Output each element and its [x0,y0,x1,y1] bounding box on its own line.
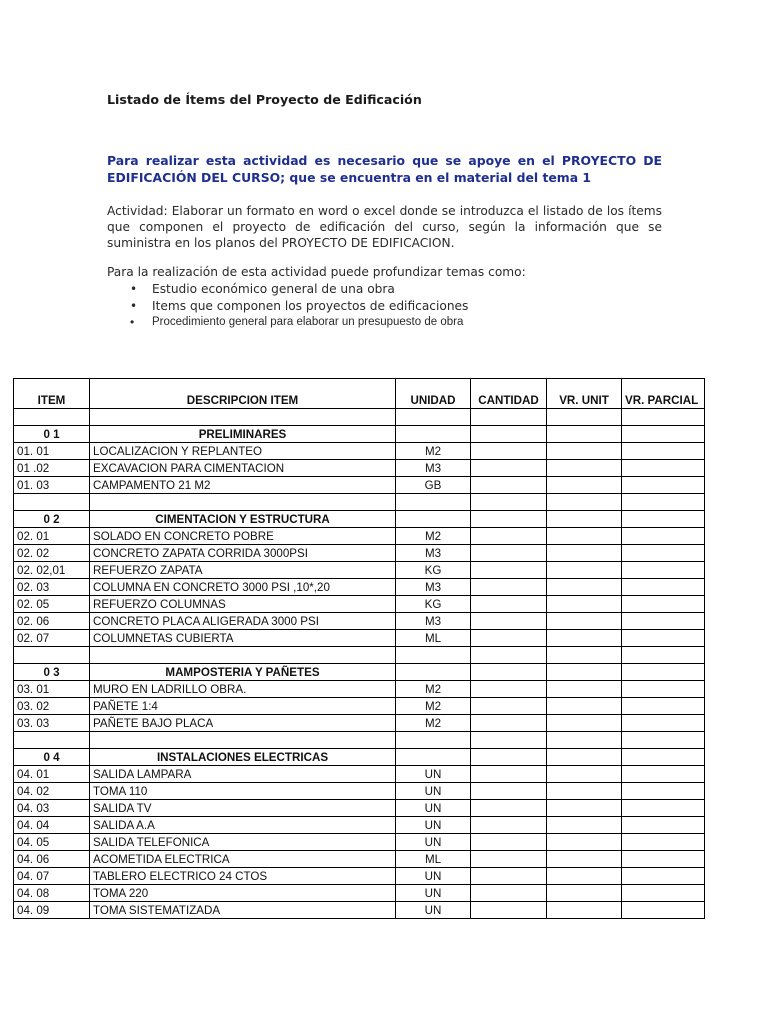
unit-value-cell [547,681,622,698]
table-row [14,562,705,579]
partial-value-cell [622,766,705,783]
item-unit: UN [396,902,471,919]
table-row [14,715,705,732]
item-unit: UN [396,783,471,800]
item-unit: M3 [396,460,471,477]
table-row [14,800,705,817]
table-row [14,851,705,868]
quantity-cell [471,834,547,851]
item-unit: GB [396,477,471,494]
item-code: 02. 01 [14,528,90,545]
quantity-cell [471,800,547,817]
section-code: 0 1 [14,426,90,443]
activity-paragraph: Actividad: Elaborar un formato en word o excel donde se introduzca el listado de los ítems que componen el proyecto de edificación del curso, según la información que se suministra en los planos del PROYECTO DE EDIFICACION. [107,204,662,250]
unit-value-cell [547,664,622,681]
item-description: CONCRETO PLACA ALIGERADA 3000 PSI [90,613,396,630]
item-unit: M3 [396,579,471,596]
description-cell [90,409,396,426]
unit-value-cell [547,426,622,443]
item-description: LOCALIZACION Y REPLANTEO [90,443,396,460]
header-description: DESCRIPCION ITEM [90,379,396,409]
quantity-cell [471,698,547,715]
header-unit-value: VR. UNIT [547,379,622,409]
quantity-cell [471,732,547,749]
partial-value-cell [622,528,705,545]
quantity-cell [471,613,547,630]
partial-value-cell [622,681,705,698]
partial-value-cell [622,545,705,562]
quantity-cell [471,817,547,834]
table-row [14,902,705,919]
item-unit: ML [396,851,471,868]
header-partial-value: VR. PARCIAL [622,379,705,409]
item-description: EXCAVACION PARA CIMENTACION [90,460,396,477]
unit-cell [396,749,471,766]
description-cell [90,494,396,511]
unit-value-cell [547,885,622,902]
quantity-cell [471,477,547,494]
quantity-cell [471,868,547,885]
table-row [14,630,705,647]
unit-value-cell [547,766,622,783]
partial-value-cell [622,630,705,647]
quantity-cell [471,528,547,545]
quantity-cell [471,494,547,511]
partial-value-cell [622,698,705,715]
quantity-cell [471,409,547,426]
partial-value-cell [622,409,705,426]
unit-value-cell [547,562,622,579]
section-code: 0 2 [14,511,90,528]
section-code: 0 4 [14,749,90,766]
quantity-cell [471,715,547,732]
quantity-cell [471,647,547,664]
partial-value-cell [622,511,705,528]
section-title: INSTALACIONES ELECTRICAS [90,749,396,766]
items-table [13,378,705,919]
unit-value-cell [547,545,622,562]
unit-value-cell [547,834,622,851]
unit-value-cell [547,902,622,919]
item-description: COLUMNA EN CONCRETO 3000 PSI ,10*,20 [90,579,396,596]
table-row [14,681,705,698]
section-row [14,664,705,681]
partial-value-cell [622,783,705,800]
quantity-cell [471,630,547,647]
item-description: SALIDA A.A [90,817,396,834]
unit-cell [396,647,471,664]
item-code: 02. 02,01 [14,562,90,579]
partial-value-cell [622,800,705,817]
partial-value-cell [622,494,705,511]
unit-value-cell [547,443,622,460]
table-row [14,460,705,477]
item-unit: KG [396,596,471,613]
item-description: MURO EN LADRILLO OBRA. [90,681,396,698]
item-description: SALIDA TV [90,800,396,817]
quantity-cell [471,511,547,528]
section-row [14,511,705,528]
quantity-cell [471,749,547,766]
partial-value-cell [622,902,705,919]
item-unit: M2 [396,698,471,715]
unit-value-cell [547,511,622,528]
item-unit: UN [396,766,471,783]
item-cell [14,732,90,749]
quantity-cell [471,579,547,596]
item-unit: KG [396,562,471,579]
item-code: 04. 03 [14,800,90,817]
table-row [14,596,705,613]
item-unit: UN [396,817,471,834]
section-title: MAMPOSTERIA Y PAÑETES [90,664,396,681]
partial-value-cell [622,613,705,630]
unit-value-cell [547,528,622,545]
quantity-cell [471,545,547,562]
unit-value-cell [547,494,622,511]
topics-list [130,281,468,331]
item-cell [14,409,90,426]
unit-value-cell [547,647,622,664]
unit-value-cell [547,613,622,630]
item-description: CONCRETO ZAPATA CORRIDA 3000PSI [90,545,396,562]
unit-value-cell [547,800,622,817]
item-unit: UN [396,834,471,851]
bullet-icon: • [130,315,135,329]
item-description: COLUMNETAS CUBIERTA [90,630,396,647]
item-code: 04. 05 [14,834,90,851]
item-code: 01. 03 [14,477,90,494]
unit-value-cell [547,749,622,766]
item-unit: UN [396,800,471,817]
item-code: 03. 03 [14,715,90,732]
unit-cell [396,664,471,681]
unit-value-cell [547,783,622,800]
item-description: SALIDA LAMPARA [90,766,396,783]
topic-item: • Items que componen los proyectos de edificaciones [130,298,469,313]
page-title: Listado de Ítems del Proyecto de Edificación [107,92,422,107]
item-description: REFUERZO COLUMNAS [90,596,396,613]
partial-value-cell [622,851,705,868]
table-row [14,885,705,902]
table-row [14,579,705,596]
unit-value-cell [547,460,622,477]
unit-value-cell [547,630,622,647]
partial-value-cell [622,868,705,885]
partial-value-cell [622,477,705,494]
table-row [14,698,705,715]
item-description: REFUERZO ZAPATA [90,562,396,579]
partial-value-cell [622,460,705,477]
item-code: 04. 09 [14,902,90,919]
item-cell [14,494,90,511]
quantity-cell [471,664,547,681]
quantity-cell [471,783,547,800]
item-unit: M2 [396,681,471,698]
table-row [14,834,705,851]
unit-cell [396,494,471,511]
quantity-cell [471,681,547,698]
quantity-cell [471,426,547,443]
header-unit: UNIDAD [396,379,471,409]
quantity-cell [471,885,547,902]
quantity-cell [471,766,547,783]
bullet-icon: • [130,282,138,296]
topic-item: • Estudio económico general de una obra [130,282,395,296]
section-code: 0 3 [14,664,90,681]
item-description: TABLERO ELECTRICO 24 CTOS [90,868,396,885]
quantity-cell [471,443,547,460]
item-description: ACOMETIDA ELECTRICA [90,851,396,868]
unit-value-cell [547,409,622,426]
partial-value-cell [622,664,705,681]
unit-value-cell [547,579,622,596]
header-quantity: CANTIDAD [471,379,547,409]
unit-value-cell [547,732,622,749]
item-unit: ML [396,630,471,647]
quantity-cell [471,902,547,919]
section-title: CIMENTACION Y ESTRUCTURA [90,511,396,528]
item-code: 03. 01 [14,681,90,698]
item-code: 04. 01 [14,766,90,783]
item-description: TOMA 220 [90,885,396,902]
partial-value-cell [622,834,705,851]
quantity-cell [471,460,547,477]
blank-row [14,494,705,511]
partial-value-cell [622,732,705,749]
table-row [14,783,705,800]
partial-value-cell [622,817,705,834]
partial-value-cell [622,749,705,766]
partial-value-cell [622,647,705,664]
blank-row [14,409,705,426]
header-item: ITEM [14,379,90,409]
unit-cell [396,511,471,528]
unit-value-cell [547,851,622,868]
quantity-cell [471,851,547,868]
table-header-row [14,379,705,409]
table-row [14,613,705,630]
item-cell [14,647,90,664]
item-code: 04. 08 [14,885,90,902]
item-code: 02. 07 [14,630,90,647]
section-row [14,749,705,766]
table-row [14,766,705,783]
item-code: 03. 02 [14,698,90,715]
unit-value-cell [547,477,622,494]
item-description: PAÑETE BAJO PLACA [90,715,396,732]
item-description: SOLADO EN CONCRETO POBRE [90,528,396,545]
item-description: PAÑETE 1:4 [90,698,396,715]
item-unit: M2 [396,443,471,460]
unit-cell [396,409,471,426]
item-unit: M2 [396,715,471,732]
description-cell [90,732,396,749]
blank-row [14,647,705,664]
item-code: 02. 02 [14,545,90,562]
item-code: 02. 03 [14,579,90,596]
item-unit: M3 [396,545,471,562]
section-title: PRELIMINARES [90,426,396,443]
item-unit: M3 [396,613,471,630]
table-row [14,443,705,460]
partial-value-cell [622,426,705,443]
unit-value-cell [547,698,622,715]
partial-value-cell [622,596,705,613]
item-code: 04. 06 [14,851,90,868]
item-unit: UN [396,868,471,885]
unit-cell [396,426,471,443]
item-description: TOMA SISTEMATIZADA [90,902,396,919]
unit-value-cell [547,868,622,885]
bullet-icon: • [130,298,138,313]
item-code: 04. 07 [14,868,90,885]
item-code: 04. 02 [14,783,90,800]
blank-row [14,732,705,749]
table-row [14,477,705,494]
table-row [14,817,705,834]
partial-value-cell [622,885,705,902]
item-code: 01 .02 [14,460,90,477]
table-body [14,409,705,919]
description-cell [90,647,396,664]
unit-value-cell [547,817,622,834]
item-unit: UN [396,885,471,902]
item-code: 04. 04 [14,817,90,834]
table-row [14,868,705,885]
table-row [14,528,705,545]
partial-value-cell [622,715,705,732]
item-unit: M2 [396,528,471,545]
intro-paragraph: Para realizar esta actividad es necesario que se apoye en el PROYECTO DE EDIFICACIÓN DEL CURSO; que se encuentra en el material del tema 1 [107,153,662,185]
item-description: CAMPAMENTO 21 M2 [90,477,396,494]
item-description: SALIDA TELEFONICA [90,834,396,851]
section-row [14,426,705,443]
item-description: TOMA 110 [90,783,396,800]
topics-intro: Para la realización de esta actividad puede profundizar temas como: [107,265,526,279]
quantity-cell [471,596,547,613]
unit-value-cell [547,715,622,732]
item-code: 02. 05 [14,596,90,613]
partial-value-cell [622,562,705,579]
partial-value-cell [622,443,705,460]
item-code: 02. 06 [14,613,90,630]
topic-item: • Procedimiento general para elaborar un presupuesto de obra [130,315,464,329]
unit-value-cell [547,596,622,613]
partial-value-cell [622,579,705,596]
quantity-cell [471,562,547,579]
unit-cell [396,732,471,749]
table-row [14,545,705,562]
item-code: 01. 01 [14,443,90,460]
